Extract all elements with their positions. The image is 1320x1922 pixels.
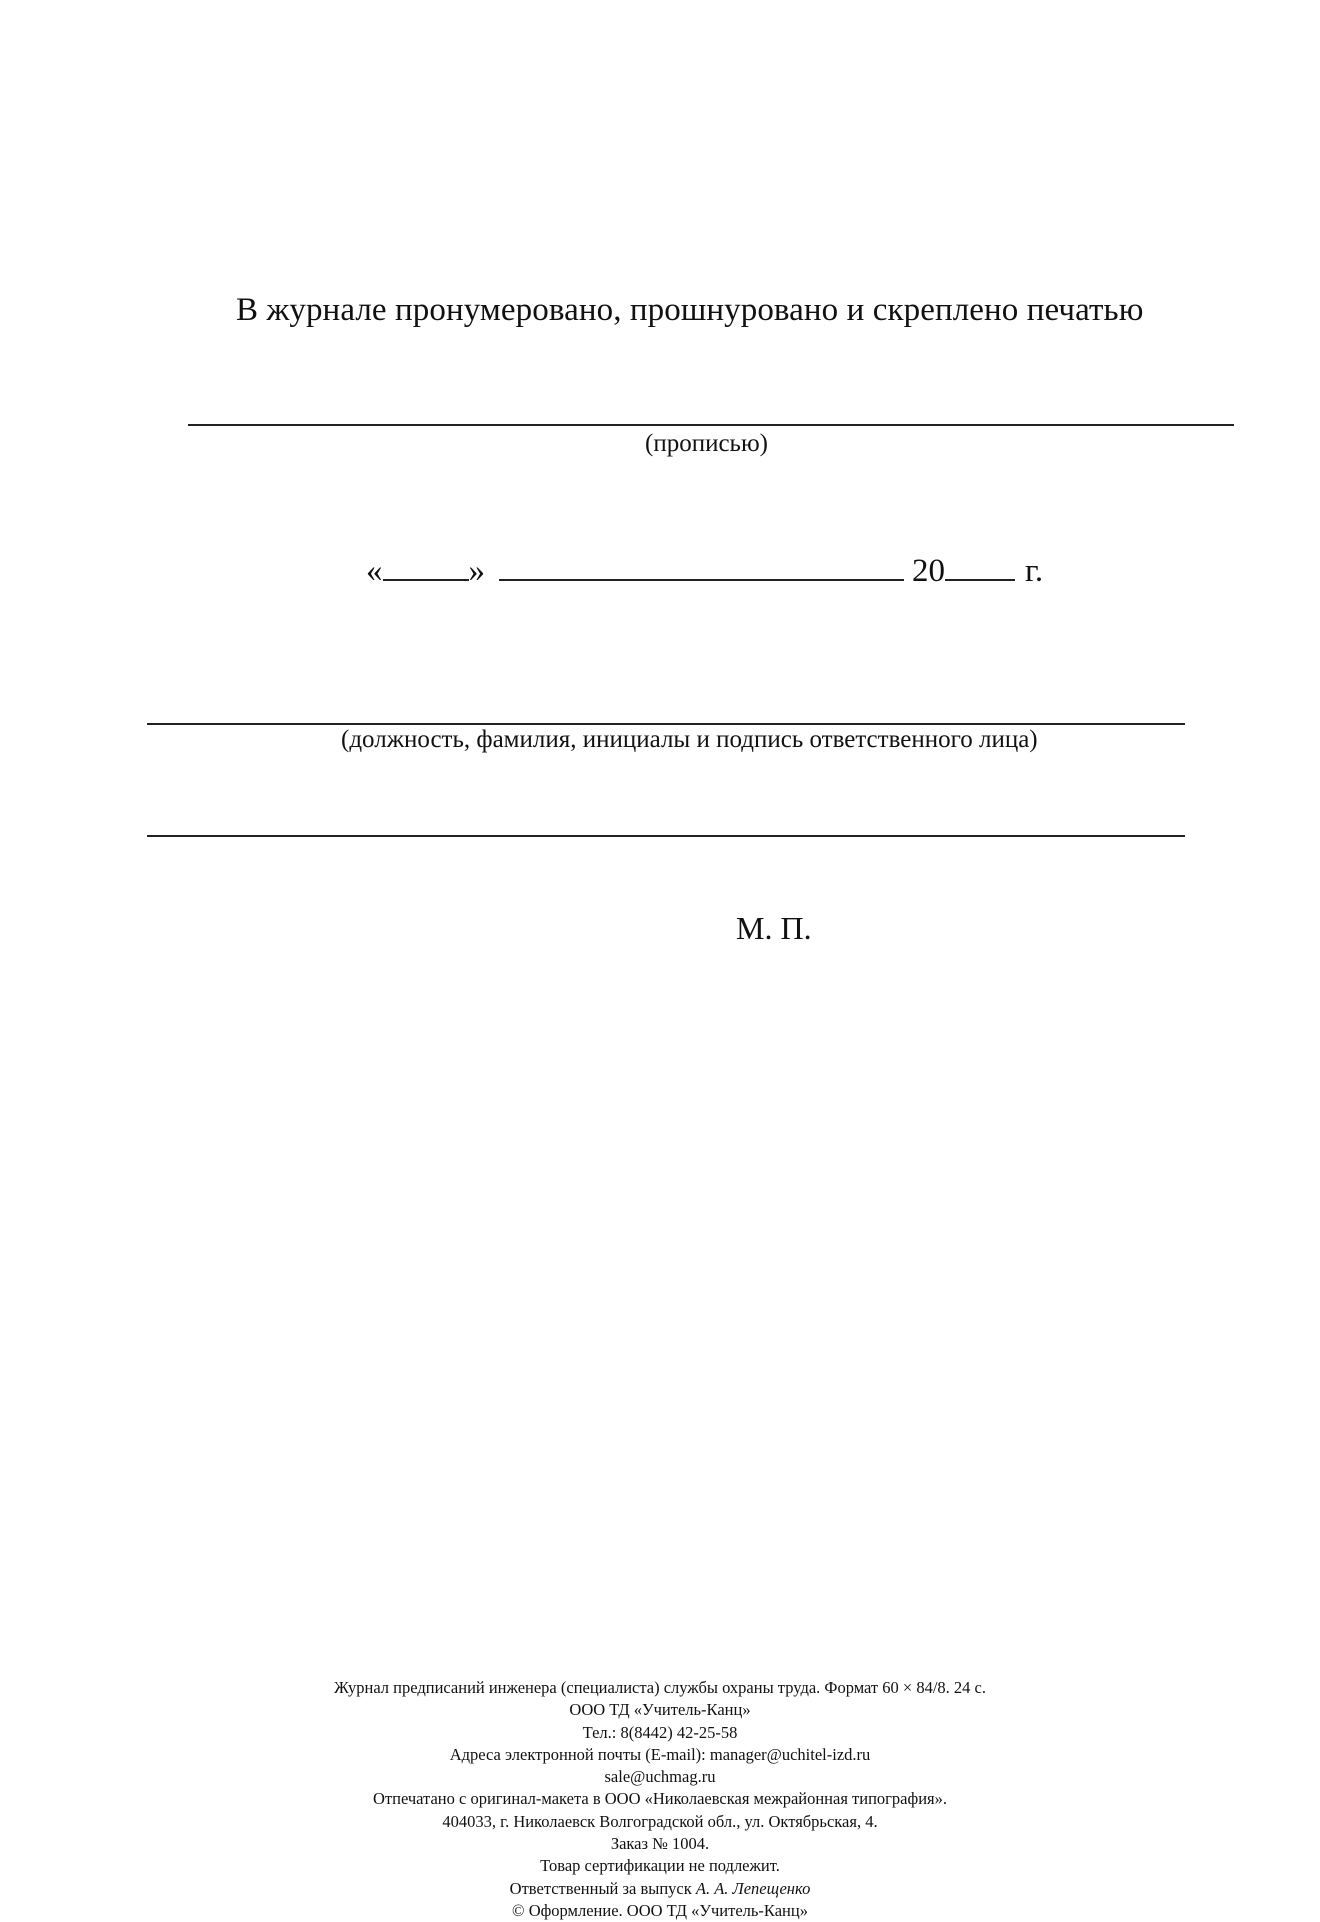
in-words-caption: (прописью) <box>645 430 768 457</box>
responsible-label: Ответственный за выпуск <box>509 1878 692 1898</box>
extra-signature-line <box>147 835 1185 837</box>
responsible-caption: (должность, фамилия, инициалы и подпись ответственного лица) <box>341 726 1038 753</box>
responsible-line <box>0 1878 1320 1900</box>
in-words-line <box>188 424 1234 426</box>
responsible-signature-line <box>147 723 1185 725</box>
page-title: В журнале пронумеровано, прошнуровано и скреплено печатью <box>236 292 1144 328</box>
close-quote: » <box>468 553 485 589</box>
imprint-line: 404033, г. Николаевск Волгоградской обл., ул. Октябрьская, 4. <box>442 1811 878 1831</box>
year-prefix: 20 <box>912 553 945 589</box>
imprint-line: Адреса электронной почты (E-mail): manager@uchitel-izd.ru <box>449 1744 871 1764</box>
year-suffix: г. <box>1025 553 1044 589</box>
month-blank <box>499 551 904 581</box>
imprint-line: Отпечатано с оригинал-макета в ООО «Николаевская межрайонная типография». <box>372 1789 947 1809</box>
date-field <box>366 551 1043 590</box>
responsible-name: А. А. Лепещенко <box>695 1878 811 1898</box>
imprint-line: sale@uchmag.ru <box>604 1767 716 1787</box>
copyright-line: © Оформление. ООО ТД «Учитель-Канц» <box>512 1900 808 1920</box>
imprint-line: Тел.: 8(8442) 42-25-58 <box>582 1722 738 1742</box>
day-blank <box>383 551 469 581</box>
imprint-line: Журнал предписаний инженера (специалиста) службы охраны труда. Формат 60 × 84/8. 24 с. <box>334 1678 986 1697</box>
year-blank <box>945 551 1015 581</box>
imprint-line: Заказ № 1004. <box>610 1834 710 1854</box>
imprint-line: ООО ТД «Учитель-Канц» <box>569 1700 751 1720</box>
imprint-footer <box>0 1677 1320 1922</box>
open-quote: « <box>366 553 383 589</box>
seal-mark: М. П. <box>736 910 812 946</box>
imprint-line: Товар сертификации не подлежит. <box>540 1856 780 1876</box>
